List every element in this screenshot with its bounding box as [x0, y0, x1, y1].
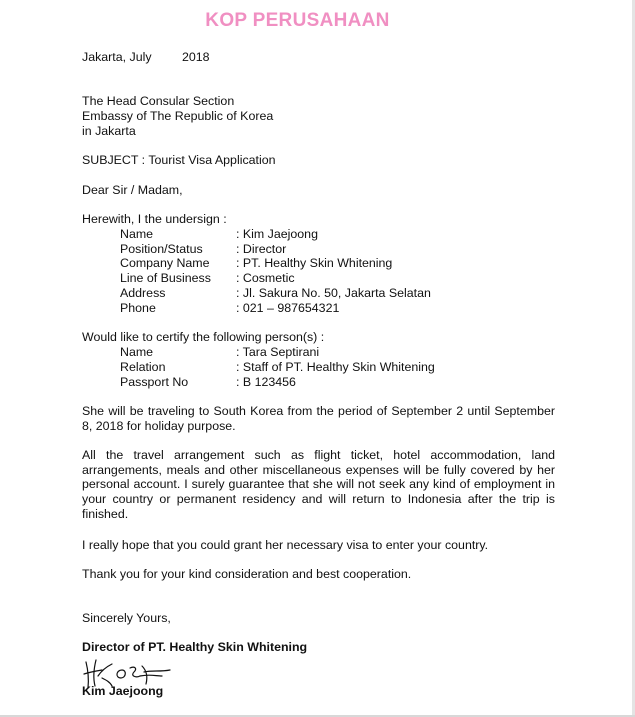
greeting: Dear Sir / Madam, — [82, 183, 183, 197]
person-label-name: Name — [120, 345, 154, 359]
paragraph-thanks: Thank you for your kind consideration and best cooperation. — [82, 567, 412, 581]
recipient-line-1: The Head Consular Section — [82, 94, 235, 108]
person-value-passport: : B 123456 — [236, 375, 296, 389]
subject-line: SUBJECT : Tourist Visa Application — [82, 153, 276, 167]
undersigned-label-name: Name — [120, 227, 154, 241]
date-year: 2018 — [182, 50, 210, 64]
undersigned-label-position: Position/Status — [120, 242, 203, 256]
date-city-month: Jakarta, July — [82, 50, 152, 64]
undersigned-value-address: : Jl. Sakura No. 50, Jakarta Selatan — [236, 286, 431, 300]
signer-name: Kim Jaejoong — [82, 684, 164, 698]
closing: Sincerely Yours, — [82, 611, 171, 625]
person-value-name: : Tara Septirani — [236, 345, 320, 359]
person-label-passport: Passport No — [120, 375, 189, 389]
paragraph-travel: She will be traveling to South Korea from the period of September 2 until September 8, 2018 for holiday purpose. — [82, 404, 555, 433]
recipient-line-2: Embassy of The Republic of Korea — [82, 109, 274, 123]
recipient-line-3: in Jakarta — [82, 124, 136, 138]
undersigned-label-business: Line of Business — [120, 271, 211, 285]
letterhead: KOP PERUSAHAAN — [205, 10, 390, 31]
undersigned-value-phone: : 021 – 987654321 — [236, 301, 340, 315]
undersigned-value-position: : Director — [236, 242, 287, 256]
person-label-relation: Relation — [120, 360, 166, 374]
undersigned-label-phone: Phone — [120, 301, 156, 315]
signer-title: Director of PT. Healthy Skin Whitening — [82, 640, 308, 654]
certify-intro: Would like to certify the following person(s) : — [82, 330, 325, 344]
undersigned-value-name: : Kim Jaejoong — [236, 227, 318, 241]
paragraph-arrangement: All the travel arrangement such as flight ticket, hotel accommodation, land arrangements, meals and other miscellaneous expenses will be fully covered by her personal account. I surely guarantee that she will not seek any kind of employment in your country or permanent residency and will return to Indonesia after the trip is finished. — [82, 448, 555, 521]
person-value-relation: : Staff of PT. Healthy Skin Whitening — [236, 360, 435, 374]
undersigned-label-company: Company Name — [120, 256, 210, 270]
undersigned-label-address: Address — [120, 286, 166, 300]
undersigned-value-business: : Cosmetic — [236, 271, 295, 285]
undersigned-value-company: : PT. Healthy Skin Whitening — [236, 256, 393, 270]
intro-line: Herewith, I the undersign : — [82, 212, 227, 226]
paragraph-request: I really hope that you could grant her necessary visa to enter your country. — [82, 538, 489, 552]
